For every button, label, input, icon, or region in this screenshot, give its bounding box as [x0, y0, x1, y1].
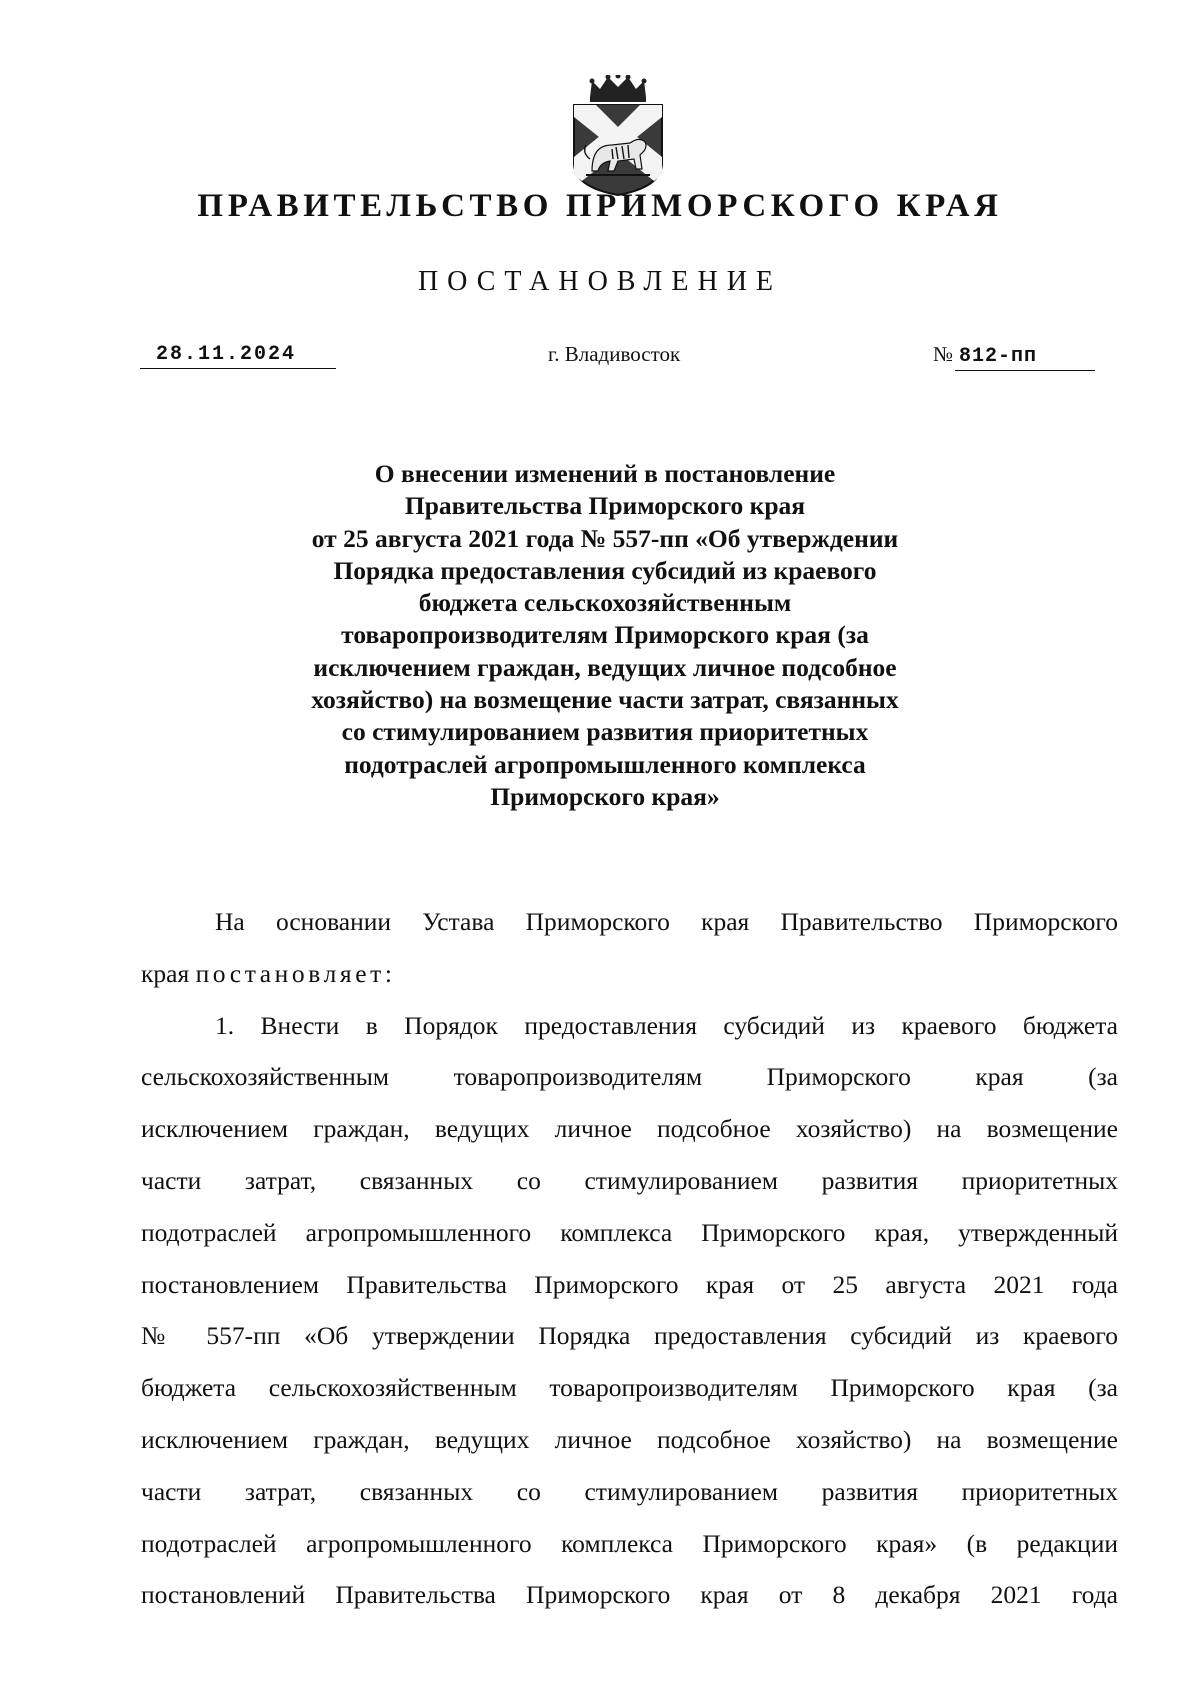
subject-line: исключением граждан, ведущих личное подсобное — [313, 652, 897, 682]
body-line: исключением граждан, ведущих личное подсобное хозяйство) на возмещение — [141, 1424, 1118, 1454]
body-line: постановлением Правительства Приморского края от 25 августа 2021 года — [141, 1269, 1118, 1299]
document-subject — [260, 458, 950, 813]
resolution-keyword: постановляет: — [195, 958, 396, 988]
subject-line: О внесении изменений в постановление — [374, 459, 836, 488]
body-line: На основании Устава Приморского края Правительство Приморского — [215, 907, 1118, 936]
subject-line: бюджета сельскохозяйственным — [418, 588, 792, 618]
subject-line: товаропроизводителям Приморского края (за — [341, 620, 869, 650]
document-date: 28.11.2024 — [140, 343, 336, 369]
body-line: бюджета сельскохозяйственным товаропроизводителям Приморского края (за — [141, 1373, 1118, 1403]
subject-line: подотраслей агропромышленного комплекса — [344, 749, 866, 779]
primorsky-krai-coat-of-arms-icon — [568, 75, 668, 197]
body-line: части затрат, связанных со стимулированием развития приоритетных — [141, 1476, 1118, 1506]
body-line: постановлений Правительства Приморского края от 8 декабря 2021 года — [141, 1580, 1118, 1610]
subject-line: со стимулированием развития приоритетных — [341, 717, 869, 747]
subject-line: Правительства Приморского края — [404, 491, 806, 521]
body-line: № 557-пп «Об утверждении Порядка предоставления субсидий из краевого — [141, 1321, 1118, 1351]
subject-line: хозяйство) на возмещение части затрат, связанных — [311, 685, 899, 715]
document-number: 812-пп — [955, 345, 1095, 371]
number-sign: № — [933, 342, 954, 366]
body-line: 1. Внести в Порядок предоставления субсидий из краевого бюджета — [215, 1010, 1118, 1040]
document-city: г. Владивосток — [548, 342, 681, 366]
body-line — [141, 948, 1118, 1000]
subject-line: от 25 августа 2021 года № 557-пп «Об утверждении — [311, 523, 899, 553]
document-body — [141, 896, 1118, 1621]
subject-line: Приморского края» — [490, 781, 720, 811]
document-type: ПОСТАНОВЛЕНИЕ — [417, 266, 783, 297]
organization-title: ПРАВИТЕЛЬСТВО ПРИМОРСКОГО КРАЯ — [197, 188, 1003, 224]
body-line: исключением граждан, ведущих личное подсобное хозяйство) на возмещение — [141, 1114, 1118, 1144]
body-text: края — [141, 958, 196, 988]
body-line: подотраслей агропромышленного комплекса Приморского края» (в редакции — [141, 1528, 1118, 1558]
body-line: сельскохозяйственным товаропроизводителям Приморского края (за — [141, 1062, 1118, 1092]
document-number-block — [933, 342, 1108, 371]
body-line: подотраслей агропромышленного комплекса Приморского края, утвержденный — [141, 1217, 1118, 1247]
body-line: части затрат, связанных со стимулированием развития приоритетных — [141, 1165, 1118, 1195]
subject-line: Порядка предоставления субсидий из краевого — [333, 555, 877, 585]
